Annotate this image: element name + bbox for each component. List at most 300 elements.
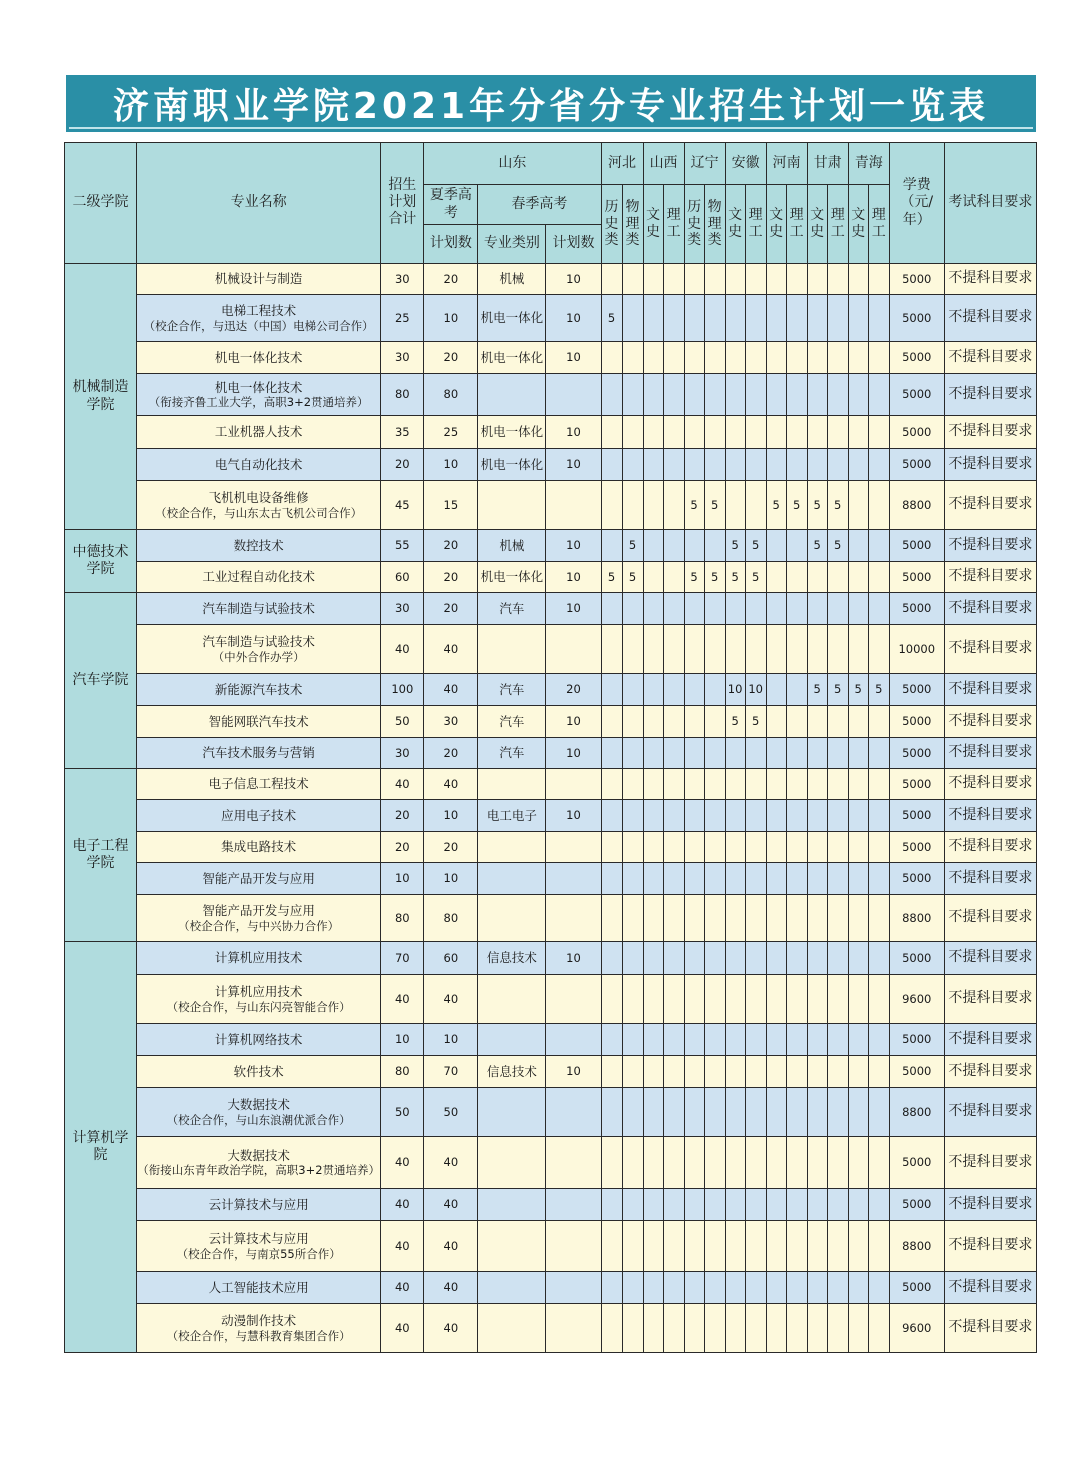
spring-plan — [546, 625, 601, 674]
tuition-fee: 5000 — [889, 449, 944, 481]
spring-category — [478, 863, 546, 895]
col-header-province: 甘肃 — [807, 143, 848, 185]
summer-plan: 80 — [424, 895, 478, 942]
province-plan — [827, 593, 848, 625]
spring-plan: 10 — [546, 942, 601, 975]
total-plan: 10 — [381, 863, 424, 895]
province-plan — [766, 562, 786, 593]
province-plan — [725, 1272, 745, 1304]
province-plan: 5 — [745, 562, 766, 593]
province-plan — [601, 1024, 622, 1056]
province-plan — [745, 593, 766, 625]
subject-requirement: 不提科目要求 — [944, 975, 1036, 1024]
spring-plan: 10 — [546, 1056, 601, 1088]
province-plan — [827, 975, 848, 1024]
province-plan — [622, 674, 643, 706]
total-plan: 40 — [381, 975, 424, 1024]
province-plan — [622, 481, 643, 530]
table-row — [65, 625, 1037, 674]
province-plan — [766, 1304, 786, 1353]
province-plan — [725, 449, 745, 481]
spring-category — [478, 374, 546, 416]
subject-label: 理工 — [871, 207, 886, 240]
summer-plan: 20 — [424, 562, 478, 593]
total-plan: 20 — [381, 449, 424, 481]
province-plan — [848, 264, 868, 295]
spring-plan: 10 — [546, 264, 601, 295]
province-plan — [827, 863, 848, 895]
total-plan: 55 — [381, 530, 424, 562]
table-row — [65, 1272, 1037, 1304]
province-plan — [766, 1272, 786, 1304]
province-plan — [766, 832, 786, 863]
summer-plan: 10 — [424, 449, 478, 481]
subject-label: 文史 — [769, 207, 784, 240]
province-plan — [622, 264, 643, 295]
total-plan: 40 — [381, 625, 424, 674]
province-plan — [848, 1088, 868, 1137]
province-plan — [663, 562, 684, 593]
college-name: 电子工程学院 — [65, 769, 137, 942]
summer-plan: 20 — [424, 832, 478, 863]
col-header-subject — [643, 185, 663, 264]
province-plan — [663, 1137, 684, 1189]
total-plan: 50 — [381, 706, 424, 738]
province-plan: 5 — [725, 530, 745, 562]
total-plan: 30 — [381, 264, 424, 295]
province-plan — [725, 1056, 745, 1088]
province-plan — [601, 374, 622, 416]
table-row — [65, 1221, 1037, 1272]
province-plan — [786, 625, 807, 674]
province-plan — [643, 374, 663, 416]
province-plan — [601, 1221, 622, 1272]
total-plan: 60 — [381, 562, 424, 593]
tuition-fee: 5000 — [889, 706, 944, 738]
province-plan — [601, 342, 622, 374]
province-plan — [827, 342, 848, 374]
province-plan — [745, 942, 766, 975]
major-title: 数控技术 — [233, 537, 284, 553]
total-plan: 20 — [381, 832, 424, 863]
total-plan: 80 — [381, 895, 424, 942]
page-title: 济南职业学院2021年分省分专业招生计划一览表 — [112, 86, 990, 127]
major-title: 工业机器人技术 — [214, 424, 303, 440]
major-title: 人工智能技术应用 — [208, 1279, 309, 1295]
province-plan — [827, 800, 848, 832]
college-name: 计算机学院 — [65, 942, 137, 1353]
province-plan — [622, 1272, 643, 1304]
province-plan — [622, 449, 643, 481]
total-plan: 20 — [381, 800, 424, 832]
summer-plan: 10 — [424, 863, 478, 895]
total-plan: 100 — [381, 674, 424, 706]
province-plan — [868, 1088, 889, 1137]
col-header-subject — [766, 185, 786, 264]
spring-category: 电工电子 — [478, 800, 546, 832]
province-plan — [684, 1088, 704, 1137]
spring-category: 汽车 — [478, 706, 546, 738]
col-header-subject — [745, 185, 766, 264]
col-header-subject — [807, 185, 827, 264]
spring-plan: 10 — [546, 530, 601, 562]
province-plan — [725, 1024, 745, 1056]
province-plan — [622, 706, 643, 738]
province-plan — [766, 374, 786, 416]
province-plan — [684, 1304, 704, 1353]
major-name — [137, 832, 381, 863]
spring-plan: 10 — [546, 416, 601, 449]
province-plan — [766, 1189, 786, 1221]
province-plan — [684, 832, 704, 863]
tuition-fee: 5000 — [889, 863, 944, 895]
summer-plan: 40 — [424, 674, 478, 706]
tuition-fee: 5000 — [889, 1189, 944, 1221]
province-plan — [807, 562, 827, 593]
tuition-fee: 5000 — [889, 562, 944, 593]
tuition-fee: 5000 — [889, 1137, 944, 1189]
province-plan — [848, 738, 868, 769]
table-row — [65, 416, 1037, 449]
province-plan — [868, 832, 889, 863]
major-name — [137, 706, 381, 738]
spring-category — [478, 1304, 546, 1353]
province-plan — [704, 1024, 725, 1056]
province-plan — [786, 449, 807, 481]
province-plan — [766, 1024, 786, 1056]
province-plan — [663, 1189, 684, 1221]
province-plan — [807, 449, 827, 481]
province-plan — [684, 295, 704, 342]
province-plan: 5 — [684, 562, 704, 593]
spring-category — [478, 1272, 546, 1304]
province-plan — [601, 706, 622, 738]
subject-requirement: 不提科目要求 — [944, 562, 1036, 593]
major-title: 计算机网络技术 — [214, 1031, 303, 1047]
major-note: （校企合作，与迅达（中国）电梯公司合作） — [143, 318, 374, 333]
province-plan — [704, 1304, 725, 1353]
province-plan — [827, 374, 848, 416]
total-plan: 35 — [381, 416, 424, 449]
province-plan — [827, 1137, 848, 1189]
spring-plan: 10 — [546, 449, 601, 481]
table-row — [65, 706, 1037, 738]
province-plan — [868, 593, 889, 625]
province-plan — [643, 863, 663, 895]
col-header-province: 山西 — [643, 143, 684, 185]
province-plan — [663, 706, 684, 738]
province-plan — [786, 832, 807, 863]
province-plan — [807, 800, 827, 832]
summer-plan: 60 — [424, 942, 478, 975]
province-plan — [868, 1221, 889, 1272]
spring-category: 汽车 — [478, 593, 546, 625]
summer-plan: 50 — [424, 1088, 478, 1137]
province-plan — [745, 1189, 766, 1221]
province-plan — [601, 1056, 622, 1088]
college-name: 中德技术学院 — [65, 530, 137, 593]
spring-plan — [546, 975, 601, 1024]
province-plan — [663, 1088, 684, 1137]
province-plan — [601, 593, 622, 625]
spring-category — [478, 1088, 546, 1137]
major-title: 智能网联汽车技术 — [208, 713, 309, 729]
province-plan — [622, 374, 643, 416]
province-plan — [663, 264, 684, 295]
province-plan — [848, 593, 868, 625]
subject-requirement: 不提科目要求 — [944, 800, 1036, 832]
province-plan — [807, 863, 827, 895]
major-title: 机电一体化技术 — [214, 349, 303, 365]
province-plan — [848, 769, 868, 800]
spring-category: 机械 — [478, 264, 546, 295]
province-plan — [601, 1272, 622, 1304]
province-plan — [704, 264, 725, 295]
province-plan — [766, 738, 786, 769]
tuition-fee: 9600 — [889, 975, 944, 1024]
province-plan — [622, 1189, 643, 1221]
province-plan — [766, 975, 786, 1024]
province-plan — [786, 942, 807, 975]
col-header-subject — [827, 185, 848, 264]
province-plan — [704, 975, 725, 1024]
table-row — [65, 449, 1037, 481]
province-plan — [786, 863, 807, 895]
table-row — [65, 1304, 1037, 1353]
province-plan — [868, 800, 889, 832]
major-name — [137, 1056, 381, 1088]
province-plan — [663, 593, 684, 625]
subject-requirement: 不提科目要求 — [944, 264, 1036, 295]
province-plan — [848, 625, 868, 674]
summer-plan: 20 — [424, 264, 478, 295]
subject-requirement: 不提科目要求 — [944, 530, 1036, 562]
spring-plan: 20 — [546, 674, 601, 706]
table-row — [65, 562, 1037, 593]
province-plan — [786, 1189, 807, 1221]
province-plan — [622, 1024, 643, 1056]
province-plan — [704, 625, 725, 674]
province-plan — [786, 738, 807, 769]
province-plan — [745, 342, 766, 374]
province-plan — [807, 1088, 827, 1137]
subject-requirement: 不提科目要求 — [944, 706, 1036, 738]
province-plan — [663, 769, 684, 800]
province-plan — [745, 800, 766, 832]
total-plan: 40 — [381, 1221, 424, 1272]
province-plan — [766, 863, 786, 895]
province-plan — [786, 1304, 807, 1353]
province-plan — [643, 295, 663, 342]
province-plan — [643, 1272, 663, 1304]
tuition-fee: 5000 — [889, 1272, 944, 1304]
province-plan — [868, 481, 889, 530]
province-plan — [622, 895, 643, 942]
major-name — [137, 769, 381, 800]
province-plan — [643, 942, 663, 975]
province-plan: 5 — [684, 481, 704, 530]
province-plan — [643, 625, 663, 674]
province-plan — [663, 342, 684, 374]
major-note: （校企合作，与山东太古飞机公司合作） — [155, 505, 363, 520]
province-plan — [704, 769, 725, 800]
title-banner — [66, 75, 1036, 132]
tuition-fee: 5000 — [889, 738, 944, 769]
province-plan — [601, 800, 622, 832]
total-plan: 45 — [381, 481, 424, 530]
province-plan — [827, 1056, 848, 1088]
subject-requirement: 不提科目要求 — [944, 1056, 1036, 1088]
province-plan — [684, 264, 704, 295]
province-plan — [807, 416, 827, 449]
major-name — [137, 1088, 381, 1137]
total-plan: 50 — [381, 1088, 424, 1137]
subject-requirement: 不提科目要求 — [944, 769, 1036, 800]
province-plan — [622, 1137, 643, 1189]
province-plan — [848, 942, 868, 975]
province-plan — [704, 800, 725, 832]
total-plan: 10 — [381, 1024, 424, 1056]
province-plan — [848, 530, 868, 562]
spring-plan — [546, 863, 601, 895]
province-plan — [704, 738, 725, 769]
major-name — [137, 895, 381, 942]
province-plan — [848, 1304, 868, 1353]
province-plan — [601, 264, 622, 295]
province-plan — [786, 593, 807, 625]
province-plan — [827, 416, 848, 449]
province-plan — [827, 1189, 848, 1221]
major-name — [137, 295, 381, 342]
spring-category — [478, 1137, 546, 1189]
province-plan: 5 — [807, 674, 827, 706]
province-plan — [643, 706, 663, 738]
province-plan — [848, 1189, 868, 1221]
province-plan — [663, 800, 684, 832]
major-title: 机电一体化技术 — [214, 379, 303, 395]
province-plan — [827, 706, 848, 738]
table-row — [65, 295, 1037, 342]
province-plan — [643, 769, 663, 800]
province-plan: 5 — [704, 481, 725, 530]
province-plan — [725, 481, 745, 530]
col-header-subject — [786, 185, 807, 264]
province-plan — [807, 342, 827, 374]
major-title: 大数据技术 — [227, 1097, 290, 1112]
province-plan — [786, 706, 807, 738]
province-plan — [848, 342, 868, 374]
total-plan: 30 — [381, 342, 424, 374]
province-plan — [684, 1221, 704, 1272]
col-header-province: 青海 — [848, 143, 889, 185]
tuition-fee: 8800 — [889, 895, 944, 942]
province-plan — [643, 593, 663, 625]
subject-requirement: 不提科目要求 — [944, 1137, 1036, 1189]
major-note: （校企合作，与山东闪亮智能合作） — [166, 999, 351, 1014]
province-plan — [827, 1024, 848, 1056]
subject-requirement: 不提科目要求 — [944, 449, 1036, 481]
province-plan — [601, 625, 622, 674]
major-name — [137, 975, 381, 1024]
spring-plan: 10 — [546, 593, 601, 625]
tuition-fee: 8800 — [889, 1221, 944, 1272]
spring-category — [478, 895, 546, 942]
province-plan — [663, 1304, 684, 1353]
province-plan — [745, 895, 766, 942]
tuition-fee: 9600 — [889, 1304, 944, 1353]
province-plan — [827, 449, 848, 481]
province-plan — [766, 264, 786, 295]
province-plan — [704, 1137, 725, 1189]
col-header-requirement: 考试科目要求 — [944, 143, 1036, 264]
col-header-category: 专业类别 — [478, 225, 546, 264]
tuition-fee: 8800 — [889, 481, 944, 530]
province-plan — [725, 374, 745, 416]
province-plan — [643, 449, 663, 481]
province-plan — [848, 800, 868, 832]
province-plan — [684, 895, 704, 942]
province-plan — [622, 863, 643, 895]
province-plan — [848, 416, 868, 449]
major-title: 大数据技术 — [227, 1147, 290, 1163]
province-plan — [868, 264, 889, 295]
tuition-fee: 5000 — [889, 832, 944, 863]
subject-requirement: 不提科目要求 — [944, 1221, 1036, 1272]
major-title: 机械设计与制造 — [214, 271, 303, 287]
spring-plan — [546, 832, 601, 863]
province-plan — [745, 832, 766, 863]
tuition-fee: 5000 — [889, 374, 944, 416]
province-plan — [643, 416, 663, 449]
total-plan: 80 — [381, 374, 424, 416]
province-plan — [704, 374, 725, 416]
summer-plan: 40 — [424, 1304, 478, 1353]
province-plan — [704, 416, 725, 449]
province-plan — [848, 374, 868, 416]
province-plan — [684, 625, 704, 674]
summer-plan: 80 — [424, 374, 478, 416]
province-plan — [745, 264, 766, 295]
province-plan: 5 — [827, 481, 848, 530]
province-plan — [684, 942, 704, 975]
tuition-fee: 5000 — [889, 1024, 944, 1056]
major-name — [137, 530, 381, 562]
summer-plan: 40 — [424, 769, 478, 800]
subject-label: 物理类 — [707, 198, 722, 249]
province-plan — [766, 449, 786, 481]
subject-requirement: 不提科目要求 — [944, 593, 1036, 625]
province-plan — [807, 374, 827, 416]
province-plan — [827, 1088, 848, 1137]
table-row — [65, 342, 1037, 374]
spring-category: 机电一体化 — [478, 562, 546, 593]
province-plan — [684, 1189, 704, 1221]
spring-plan: 10 — [546, 295, 601, 342]
subject-label: 历史类 — [687, 198, 702, 249]
province-plan — [601, 1189, 622, 1221]
province-plan — [704, 1056, 725, 1088]
spring-category: 机电一体化 — [478, 342, 546, 374]
province-plan — [745, 1272, 766, 1304]
tuition-fee: 8800 — [889, 1088, 944, 1137]
province-plan: 5 — [745, 530, 766, 562]
major-name — [137, 416, 381, 449]
province-plan — [643, 674, 663, 706]
spring-category — [478, 481, 546, 530]
province-plan — [786, 1056, 807, 1088]
province-plan: 5 — [725, 706, 745, 738]
table-row — [65, 769, 1037, 800]
